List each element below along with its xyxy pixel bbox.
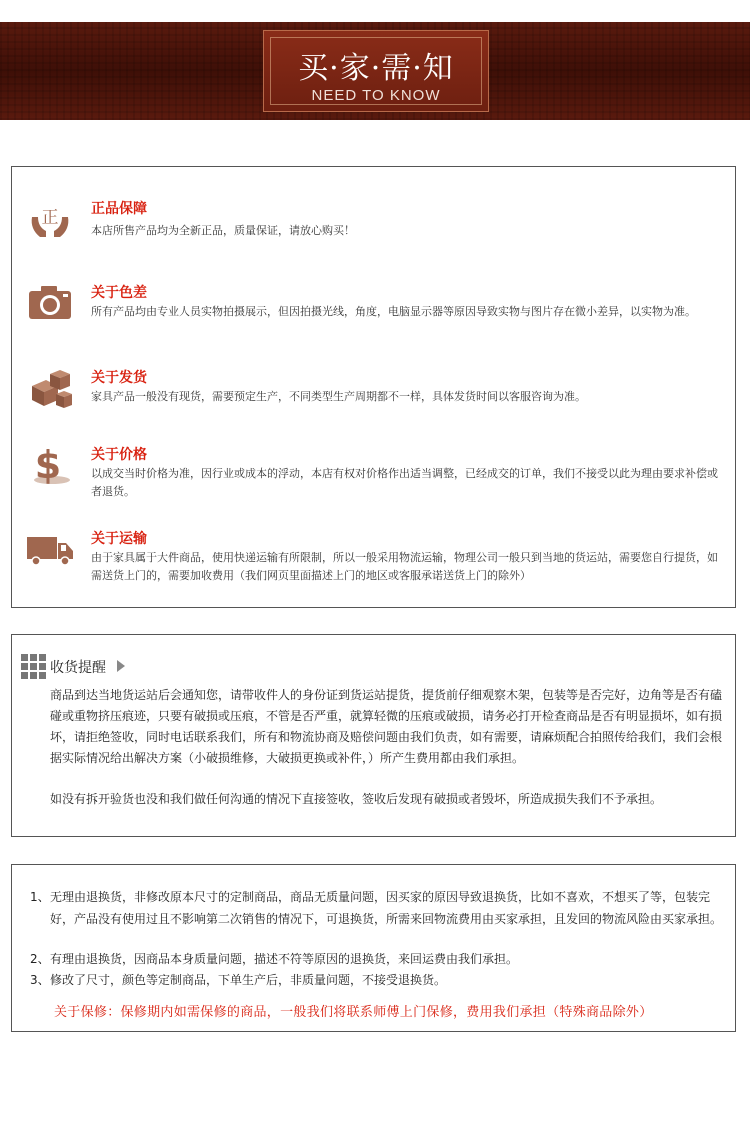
info-section xyxy=(11,166,736,608)
chevron-right-icon xyxy=(116,659,126,673)
banner-subtitle: NEED TO KNOW xyxy=(311,87,441,104)
info-item-title: 关于价格 xyxy=(91,447,147,463)
camera-icon xyxy=(26,279,74,327)
info-item-title: 正品保障 xyxy=(91,201,147,217)
grid-icon xyxy=(20,653,48,681)
info-item-text: 家具产品一般没有现货，需要预定生产，不同类型生产周期都不一样，具体发货时间以客服咨询为准。 xyxy=(91,390,586,403)
truck-icon xyxy=(26,525,74,573)
banner-title: 买·家·需·知 xyxy=(298,51,454,86)
rule-number: 1、 xyxy=(30,890,50,904)
rule-text: 有理由退换货，因商品本身质量问题，描述不符等原因的退换货，来回运费由我们承担。 xyxy=(50,952,519,966)
boxes-icon xyxy=(26,364,74,412)
header-banner xyxy=(0,22,750,120)
receiving-reminder-section xyxy=(11,634,736,837)
reminder-title: 收货提醒 xyxy=(50,660,106,676)
dollar-icon xyxy=(26,440,74,488)
reminder-paragraph: 商品到达当地货运站后会通知您，请带收件人的身份证到货运站提货，提货前仔细观察木架，包装等是否完好，边角等是否有磕碰或重物挤压痕迹，只要有破损或压痕，不管是否严重，就算轻微的压痕或破损，请务必打开检查商品是否有明显损坏，如有损坏，请拒绝签收，同时电话联系我们，所有和物流协商及赔偿问题由我们负责，如有需要，请麻烦配合拍照传给我们，我们会根据实际情况给出解决方案（小破损维修，大破损更换或补件，）所产生费用都由我们承担。 xyxy=(50,688,723,765)
info-item-text: 所有产品均由专业人员实物拍摄展示，但因拍摄光线，角度，电脑显示器等原因导致实物与图片存在微小差异，以实物为准。 xyxy=(91,305,696,318)
rule-number: 2、 xyxy=(30,952,50,966)
repair-note: 关于保修：保修期内如需保修的商品，一般我们将联系师傅上门保修，费用我们承担（特殊商品除外） xyxy=(54,1005,653,1020)
svg-text:正: 正 xyxy=(41,208,59,228)
info-item-text: 本店所售产品均为全新正品，质量保证，请放心购买！ xyxy=(91,224,355,237)
info-item-text: 由于家具属于大件商品，使用快递运输有所限制，所以一般采用物流运输，物理公司一般只到当地的货运站，需要您自行提货，如需送货上门的，需要加收费用（我们网页里面描述上门的地区或客服承诺送货上门的除外） xyxy=(91,551,718,582)
reminder-paragraph: 如没有拆开验货也没和我们做任何沟通的情况下直接签收，签收后发现有破损或者毁坏，所造成损失我们不予承担。 xyxy=(50,792,663,806)
rule-text: 修改了尺寸，颜色等定制商品，下单生产后，非质量问题，不接受退换货。 xyxy=(50,973,447,987)
info-item-title: 关于发货 xyxy=(91,370,147,386)
info-item-title: 关于运输 xyxy=(91,531,147,547)
info-item-text: 以成交当时价格为准，因行业或成本的浮动，本店有权对价格作出适当调整，已经成交的订单，我们不接受以此为理由要求补偿或者退货。 xyxy=(91,467,718,498)
rule-number: 3、 xyxy=(30,973,50,987)
banner-plaque xyxy=(263,30,489,112)
rule-text: 无理由退换货，非修改原本尺寸的定制商品，商品无质量问题，因买家的原因导致退换货，比如不喜欢，不想买了等，包装完好，产品没有使用过且不影响第二次销售的情况下，可退换货，所需来回物流费用由买家承担，且发回的物流风险由买家承担。 xyxy=(50,890,723,926)
genuine-hands-icon xyxy=(26,195,74,243)
info-item-title: 关于色差 xyxy=(91,285,147,301)
return-policy-section xyxy=(11,864,736,1032)
svg-text:$: $ xyxy=(34,443,62,487)
